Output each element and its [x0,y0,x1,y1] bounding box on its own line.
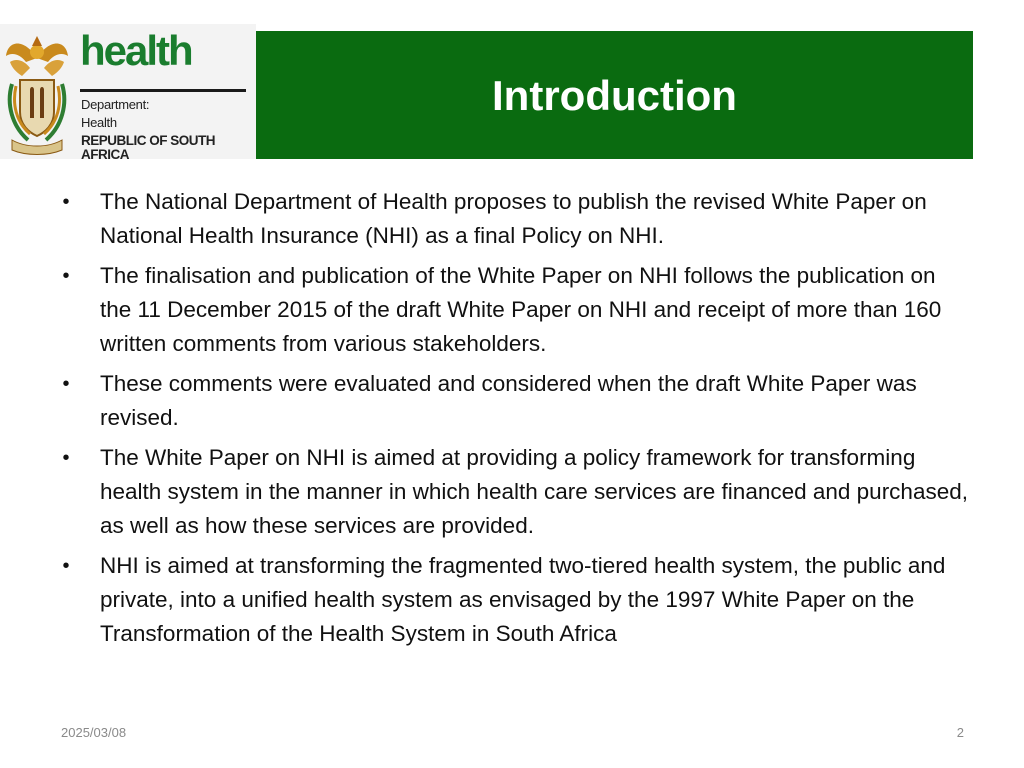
brand-line-department: Department: [81,97,150,112]
brand-wordmark: health [80,27,192,74]
bullet-list [56,185,968,657]
brand-line-health: Health [81,115,117,130]
slide-title: Introduction [492,72,737,119]
coat-of-arms-icon [2,28,72,156]
bullet-item [56,549,968,651]
bullet-icon: • [62,555,70,577]
bullet-icon: • [62,373,70,395]
bullet-item [56,259,968,361]
brand-line-country: REPUBLIC OF SOUTH AFRICA [81,133,216,162]
bullet-text: The National Department of Health proposes to publish the revised White Paper on National Health Insurance (NHI) as a final Policy on NHI. [100,189,927,248]
bullet-item [56,367,968,435]
brand-divider [80,89,246,92]
bullet-item [56,185,968,253]
bullet-icon: • [62,447,70,469]
department-logo [0,24,256,162]
bullet-text: These comments were evaluated and considered when the draft White Paper was revised. [100,371,917,430]
footer-date: 2025/03/08 [61,725,127,740]
bullet-item [56,441,968,543]
bullet-text: NHI is aimed at transforming the fragmented two-tiered health system, the public and private, into a unified health system as envisaged by the 1997 White Paper on the Transformation of the Health System in South Africa [100,553,946,646]
bullet-text: The finalisation and publication of the White Paper on NHI follows the publication on the 11 December 2015 of the draft White Paper on NHI and receipt of more than 160 written comments from various stakeholders. [100,263,942,356]
bullet-icon: • [62,265,70,287]
page-number: 2 [956,725,964,740]
bullet-icon: • [62,191,70,213]
title-bar [256,31,973,159]
bullet-text: The White Paper on NHI is aimed at providing a policy framework for transforming health system in the manner in which health care services are financed and purchased, as well as how these services are provided. [100,445,968,538]
